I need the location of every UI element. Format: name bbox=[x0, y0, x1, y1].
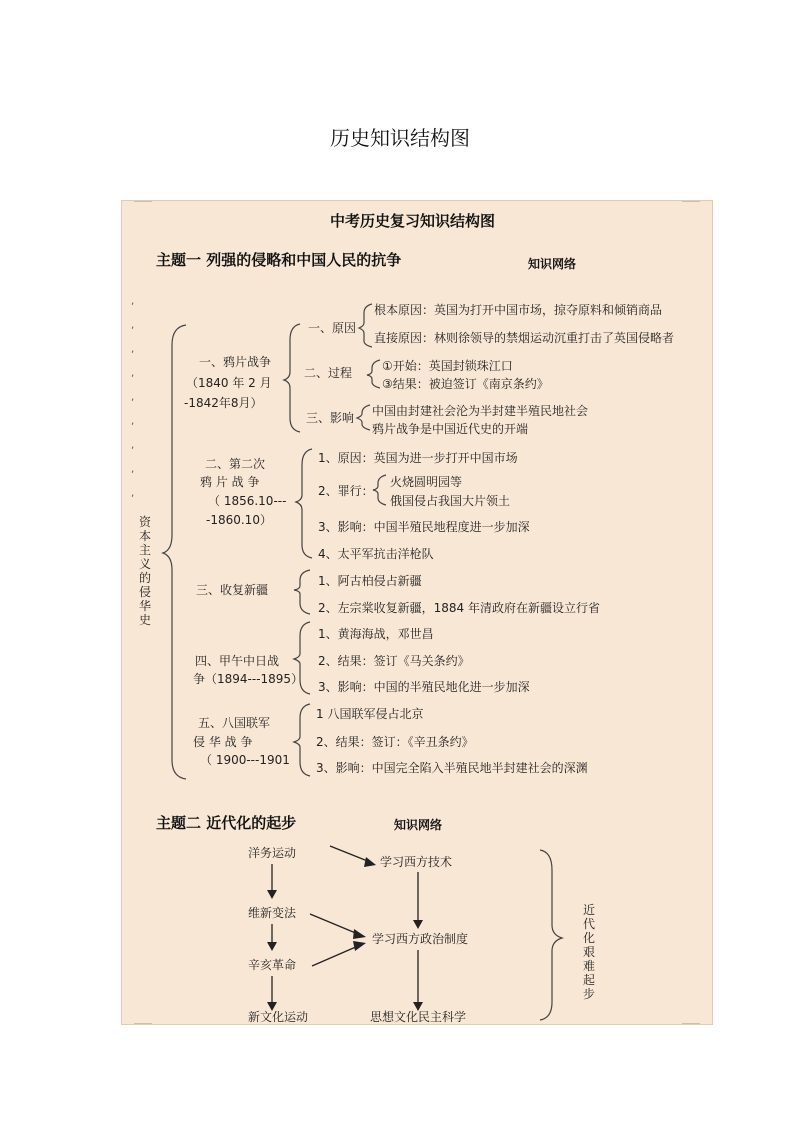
war1-date-end: -1842年8月） bbox=[184, 396, 263, 410]
war2-date-end: -1860.10） bbox=[206, 513, 272, 527]
topic2-left-1: 洋务运动 bbox=[248, 846, 297, 860]
war4-item-1: 1、黄海海战，邓世昌 bbox=[318, 627, 434, 641]
return-mark: , bbox=[131, 416, 135, 427]
war4-title-1: 四、甲午中日战 bbox=[195, 654, 280, 668]
card-border bbox=[121, 200, 713, 1025]
war5-title-1: 五、八国联军 bbox=[198, 716, 271, 730]
war2-item-4: 4、太平军抗击洋枪队 bbox=[318, 547, 434, 561]
war1-title: 一、鸦片战争 bbox=[199, 355, 272, 369]
war5-item-1: 1 八国联军侵占北京 bbox=[316, 707, 424, 721]
war3-item-2: 2、左宗棠收复新疆，1884 年清政府在新疆设立行省 bbox=[318, 601, 600, 615]
topic2-left-4: 新文化运动 bbox=[248, 1010, 309, 1024]
war2-crime-2: 俄国侵占我国大片领土 bbox=[390, 494, 511, 508]
war1-process-result: ③结果：被迫签订《南京条约》 bbox=[382, 377, 549, 391]
war1-date-start: （1840 年 2 月 bbox=[186, 376, 272, 390]
topic2-net-label: 知识网络 bbox=[394, 818, 443, 832]
war1-cause-root: 根本原因：英国为打开中国市场，掠夺原料和倾销商品 bbox=[374, 303, 663, 317]
return-mark: , bbox=[131, 368, 135, 379]
war2-crime-1: 火烧圆明园等 bbox=[390, 475, 463, 489]
war5-item-2: 2、结果：签订：《辛丑条约》 bbox=[316, 735, 474, 749]
return-mark: , bbox=[131, 440, 135, 451]
topic2-heading: 主题二 近代化的起步 bbox=[156, 814, 297, 832]
war1-influence-label: 三、影响 bbox=[306, 411, 355, 425]
document-title: 历史知识结构图 bbox=[330, 126, 470, 150]
war4-title-2: 争（1894---1895） bbox=[193, 672, 304, 686]
topic2-right-2: 学习西方政治制度 bbox=[372, 932, 469, 946]
war2-date-start: （ 1856.10--- bbox=[208, 494, 287, 508]
war1-process-label: 二、过程 bbox=[304, 366, 353, 380]
war1-influence-2: 鸦片战争是中国近代史的开端 bbox=[372, 422, 529, 436]
return-mark: , bbox=[131, 488, 135, 499]
war2-item-3: 3、影响：中国半殖民地程度进一步加深 bbox=[318, 520, 530, 534]
topic2-side-label: 近代化艰难起步 bbox=[582, 903, 595, 1001]
card-title: 中考历史复习知识结构图 bbox=[330, 212, 496, 230]
topic1-heading: 主题一 列强的侵略和中国人民的抗争 bbox=[156, 251, 402, 269]
return-mark: , bbox=[131, 464, 135, 475]
topic2-right-1: 学习西方技术 bbox=[380, 855, 453, 869]
war1-cause-label: 一、原因 bbox=[308, 321, 357, 335]
war4-item-3: 3、影响：中国的半殖民地化进一步加深 bbox=[318, 680, 530, 694]
war4-item-2: 2、结果：签订《马关条约》 bbox=[318, 654, 470, 668]
topic2-left-3: 辛亥革命 bbox=[248, 958, 297, 972]
war5-date: （ 1900---1901 bbox=[200, 753, 290, 767]
topic1-net-label: 知识网络 bbox=[528, 257, 577, 271]
return-mark: , bbox=[131, 392, 135, 403]
war2-item-1: 1、原因：英国为进一步打开中国市场 bbox=[318, 451, 518, 465]
war2-item-2: 2、罪行： bbox=[318, 484, 374, 498]
topic2-right-3: 思想文化民主科学 bbox=[370, 1010, 467, 1024]
war1-influence-1: 中国由封建社会沦为半封建半殖民地社会 bbox=[372, 404, 589, 418]
topic1-side-label: 资本主义的侵华史 bbox=[138, 515, 151, 627]
war5-item-3: 3、影响：中国完全陷入半殖民地半封建社会的深渊 bbox=[316, 761, 588, 775]
return-mark: , bbox=[131, 320, 135, 331]
war1-cause-direct: 直接原因：林则徐领导的禁烟运动沉重打击了英国侵略者 bbox=[374, 331, 675, 345]
war5-title-2: 侵 华 战 争 bbox=[193, 735, 253, 749]
war2-title-1: 二、第二次 bbox=[205, 457, 266, 471]
war3-item-1: 1、阿古柏侵占新疆 bbox=[318, 574, 422, 588]
topic2-left-2: 维新变法 bbox=[248, 906, 297, 920]
war3-title: 三、收复新疆 bbox=[196, 583, 269, 597]
return-mark: , bbox=[131, 344, 135, 355]
return-mark: , bbox=[131, 296, 135, 307]
war2-title-2: 鸦 片 战 争 bbox=[200, 475, 260, 489]
war1-process-start: ①开始：英国封锁珠江口 bbox=[382, 359, 513, 373]
